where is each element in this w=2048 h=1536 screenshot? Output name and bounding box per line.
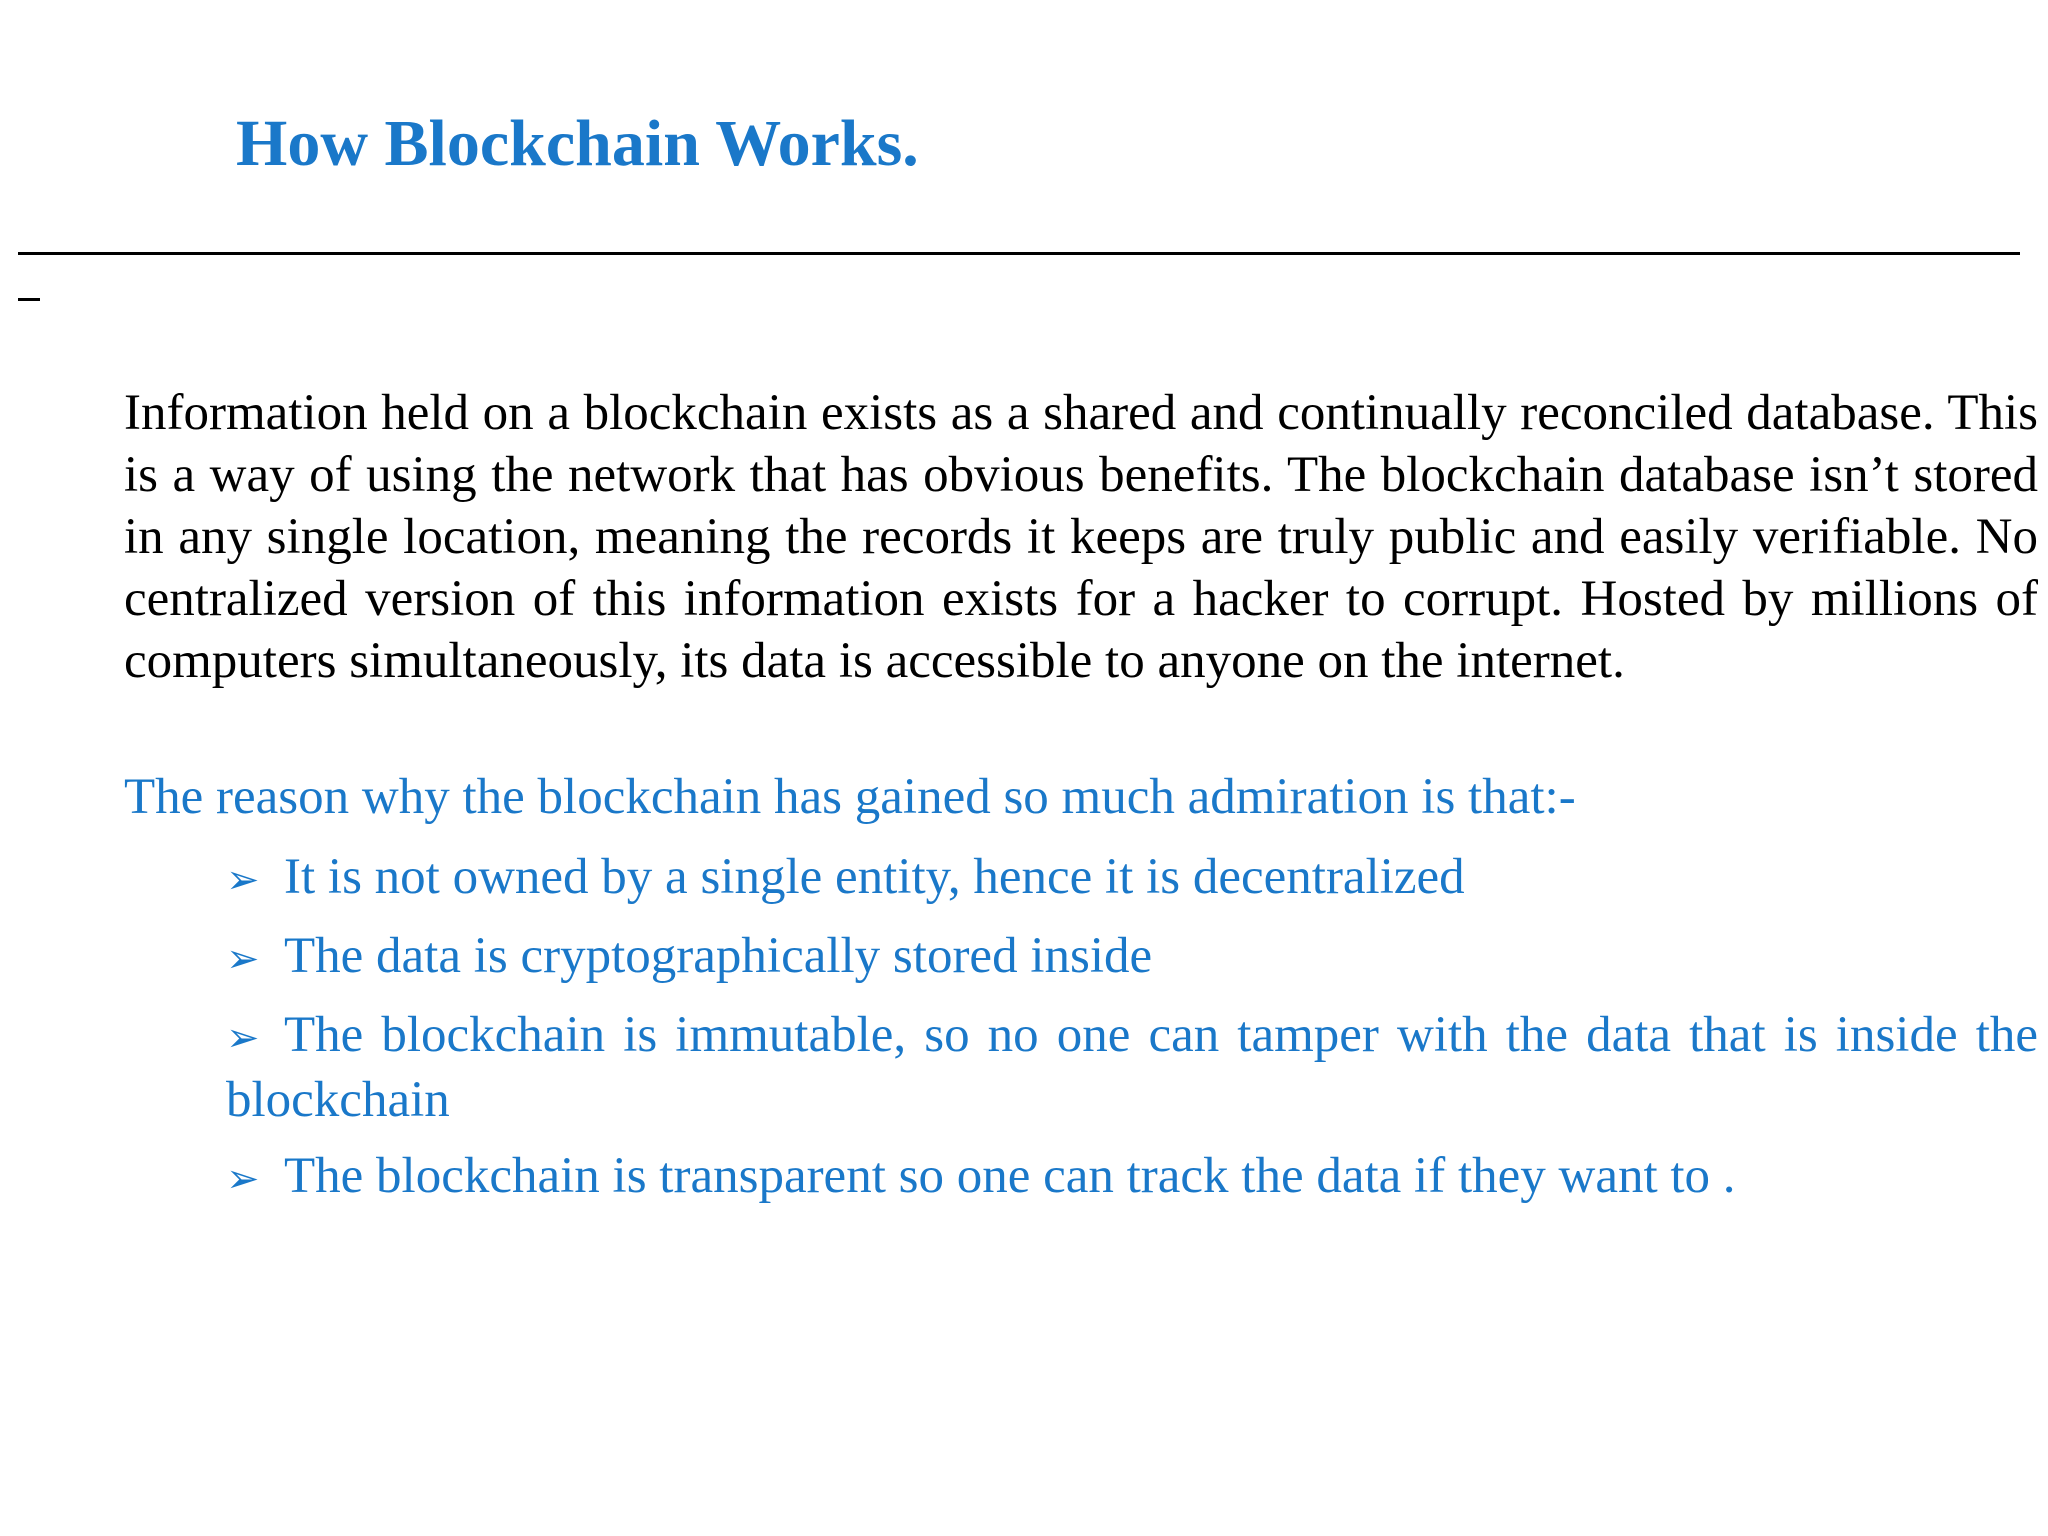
bullet-text: The blockchain is transparent so one can track the data if they want to . — [284, 1148, 1736, 1204]
slide-title: How Blockchain Works. — [236, 107, 919, 180]
bullet-text: The blockchain is immutable, so no one can tamper with the data that is inside the blockchain — [226, 1007, 2038, 1128]
divider-tail — [18, 298, 40, 301]
arrow-bullet-icon: ➢ — [226, 1015, 260, 1061]
bullet-item — [226, 1145, 2038, 1210]
bullet-text: The data is cryptographically stored inside — [284, 928, 1153, 984]
bullet-intro: The reason why the blockchain has gained so much admiration is that:- — [124, 769, 1576, 825]
bullet-text: It is not owned by a single entity, hence it is decentralized — [284, 849, 1465, 905]
bullet-item — [226, 846, 2038, 911]
title-divider — [18, 252, 2020, 255]
bullet-list — [226, 846, 2038, 1224]
arrow-bullet-icon: ➢ — [226, 936, 260, 982]
arrow-bullet-icon: ➢ — [226, 1156, 260, 1202]
bullet-item — [226, 925, 2038, 990]
arrow-bullet-icon: ➢ — [226, 857, 260, 903]
body-paragraph: Information held on a blockchain exists as a shared and continually reconciled database. This is a way of using the network that has obvious benefits. The blockchain database isn’t stored in any single location, meaning the records it keeps are truly public and easily verifiable. No centralized version of this information exists for a hacker to corrupt. Hosted by millions of computers simultaneously, its data is accessible to anyone on the internet. — [124, 385, 2038, 689]
bullet-item — [226, 1004, 2038, 1131]
